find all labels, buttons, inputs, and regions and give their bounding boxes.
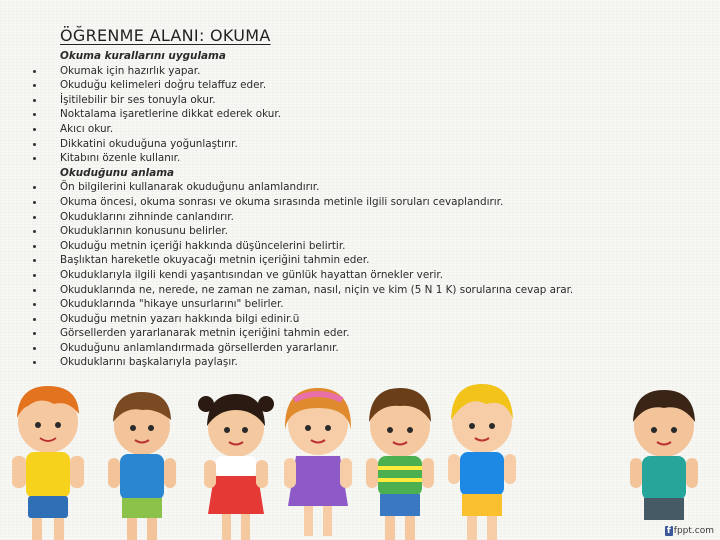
section-heading: Okuduğunu anlama: [60, 166, 175, 179]
list-item: Görsellerden yararlanarak metnin içeriğini tahmin eder.: [32, 326, 702, 341]
list-item: Okuduklarını başkalarıyla paylaşır.: [32, 355, 702, 370]
list-item: Okuduğu metnin içeriği hakkında düşüncelerini belirtir.: [32, 239, 702, 254]
list-item: Okuduklarının konusunu belirler.: [32, 224, 702, 239]
list-item: Akıcı okur.: [32, 122, 702, 137]
section-heading: Okuma kurallarını uygulama: [60, 50, 226, 62]
list-item: Okuduklarıyla ilgili kendi yaşantısından ve günlük hayattan örnekler verir.: [32, 268, 702, 283]
list-item: Okuduğunu anlamlandırmada görsellerden yararlanır.: [32, 341, 702, 356]
list-item: Okuduğu metnin yazarı hakkında bilgi edinir.ü: [32, 312, 702, 327]
list-item: Noktalama işaretlerine dikkat ederek okur.: [32, 107, 702, 122]
kid-7: [630, 390, 698, 520]
list-item: İşitilebilir bir ses tonuyla okur.: [32, 93, 702, 108]
watermark-text: fppt.com: [673, 526, 714, 536]
list-item: Okuduklarında ne, nerede, ne zaman ne zaman, nasıl, niçin ve kim (5 N 1 K) sorularına cevap arar.: [32, 283, 702, 298]
kid-2: [108, 392, 176, 540]
children-illustration: [0, 378, 720, 540]
list-item: Okuduklarını zihninde canlandırır.: [32, 210, 702, 225]
watermark: [665, 526, 714, 536]
list-item: Dikkatini okuduğuna yoğunlaştırır.: [32, 137, 702, 152]
kid-5: [366, 388, 434, 540]
list-item: Okumak için hazırlık yapar.: [32, 64, 702, 79]
list-item: Okuma öncesi, okuma sonrası ve okuma sırasında metinle ilgili soruları cevaplandırır.: [32, 195, 702, 210]
kid-1: [12, 386, 84, 540]
page-title: ÖĞRENME ALANI: OKUMA: [60, 26, 271, 45]
kid-6: [448, 384, 516, 540]
kid-4: [284, 388, 352, 536]
kid-3: [198, 394, 274, 540]
list-item: Ön bilgilerini kullanarak okuduğunu anlamlandırır.: [32, 180, 702, 195]
list-item: Okuduklarında "hikaye unsurlarını" belirler.: [32, 297, 702, 312]
list-item: Kitabını özenle kullanır.: [32, 151, 702, 166]
objectives-list: [32, 49, 702, 370]
list-item: Okuduğu kelimeleri doğru telaffuz eder.: [32, 78, 702, 93]
list-item: Başlıktan hareketle okuyacağı metnin içeriğini tahmin eder.: [32, 253, 702, 268]
facebook-icon: f: [666, 526, 671, 536]
